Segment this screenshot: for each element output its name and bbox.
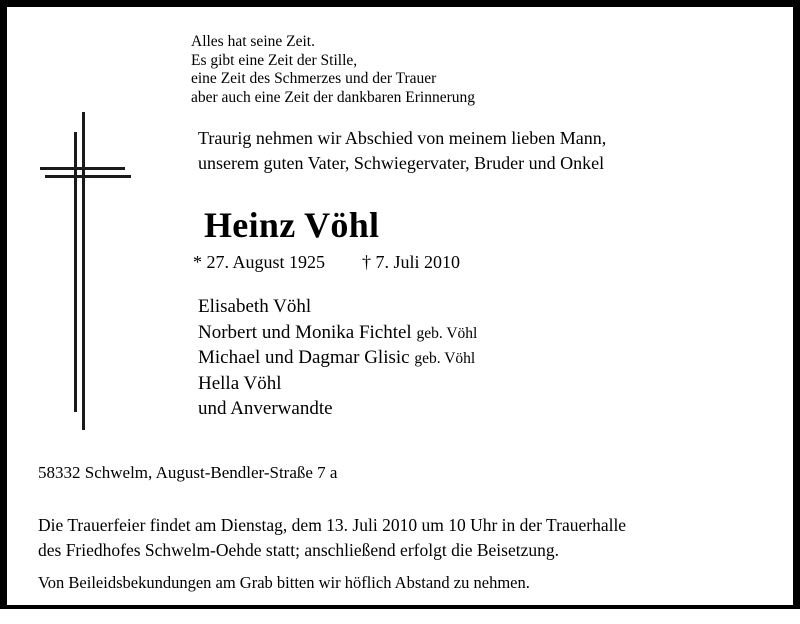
survivor-entry — [198, 295, 477, 321]
notice-sheet — [7, 7, 793, 605]
survivor-entry — [198, 321, 477, 347]
mourning-border-top — [0, 0, 800, 7]
christian-cross-icon — [33, 105, 143, 430]
cross-horizontal-primary-line — [40, 167, 125, 170]
epigraph-verse — [191, 33, 475, 107]
service-line: Die Trauerfeier findet am Dienstag, dem 13. Juli 2010 um 10 Uhr in der Trauerhalle — [38, 515, 627, 535]
survivor-name: Elisabeth Vöhl — [198, 296, 312, 317]
mourning-border-left — [0, 0, 7, 609]
deceased-name: Heinz Vöhl — [204, 205, 380, 245]
epigraph-line: eine Zeit des Schmerzes und der Trauer — [191, 70, 437, 87]
cross-vertical-secondary-line — [74, 132, 77, 412]
birth-symbol-icon: * — [193, 252, 202, 272]
epigraph-line: Es gibt eine Zeit der Stille, — [191, 51, 358, 69]
funeral-service-info — [38, 513, 626, 563]
dedication-line: Traurig nehmen wir Abschied von meinem lieben Mann, — [198, 128, 607, 148]
death-date: 7. Juli 2010 — [375, 252, 461, 272]
mourning-border-right — [793, 0, 800, 609]
mourning-border-bottom — [0, 605, 800, 609]
survivor-name: und Anverwandte — [198, 398, 333, 420]
cross-vertical-primary-line — [82, 112, 85, 430]
condolence-request: Von Beileidsbekundungen am Grab bitten wir höflich Abstand zu nehmen. — [38, 573, 530, 592]
survivor-entry — [198, 372, 477, 398]
survivor-name: Norbert und Monika Fichtel — [198, 321, 412, 343]
dedication-line: unserem guten Vater, Schwiegervater, Bruder und Onkel — [198, 153, 605, 173]
survivor-nee: geb. Vöhl — [416, 324, 478, 342]
dedication-text — [198, 126, 606, 176]
death-symbol-icon: † — [362, 252, 372, 272]
survivor-name: Hella Vöhl — [198, 372, 282, 394]
survivor-entry — [198, 346, 477, 372]
cross-horizontal-secondary-line — [45, 175, 131, 178]
life-dates — [193, 250, 460, 274]
survivor-nee: geb. Vöhl — [414, 350, 476, 368]
survivor-name: Michael und Dagmar Glisic — [198, 347, 410, 369]
survivors-list — [198, 295, 477, 423]
family-address: 58332 Schwelm, August-Bendler-Straße 7 a — [38, 463, 338, 482]
survivor-entry — [198, 397, 477, 423]
birth-date: 27. August 1925 — [206, 252, 326, 272]
service-line: des Friedhofes Schwelm-Oehde statt; anschließend erfolgt die Beisetzung. — [38, 540, 559, 560]
epigraph-line: Alles hat seine Zeit. — [191, 33, 315, 50]
epigraph-line: aber auch eine Zeit der dankbaren Erinnerung — [191, 88, 476, 106]
